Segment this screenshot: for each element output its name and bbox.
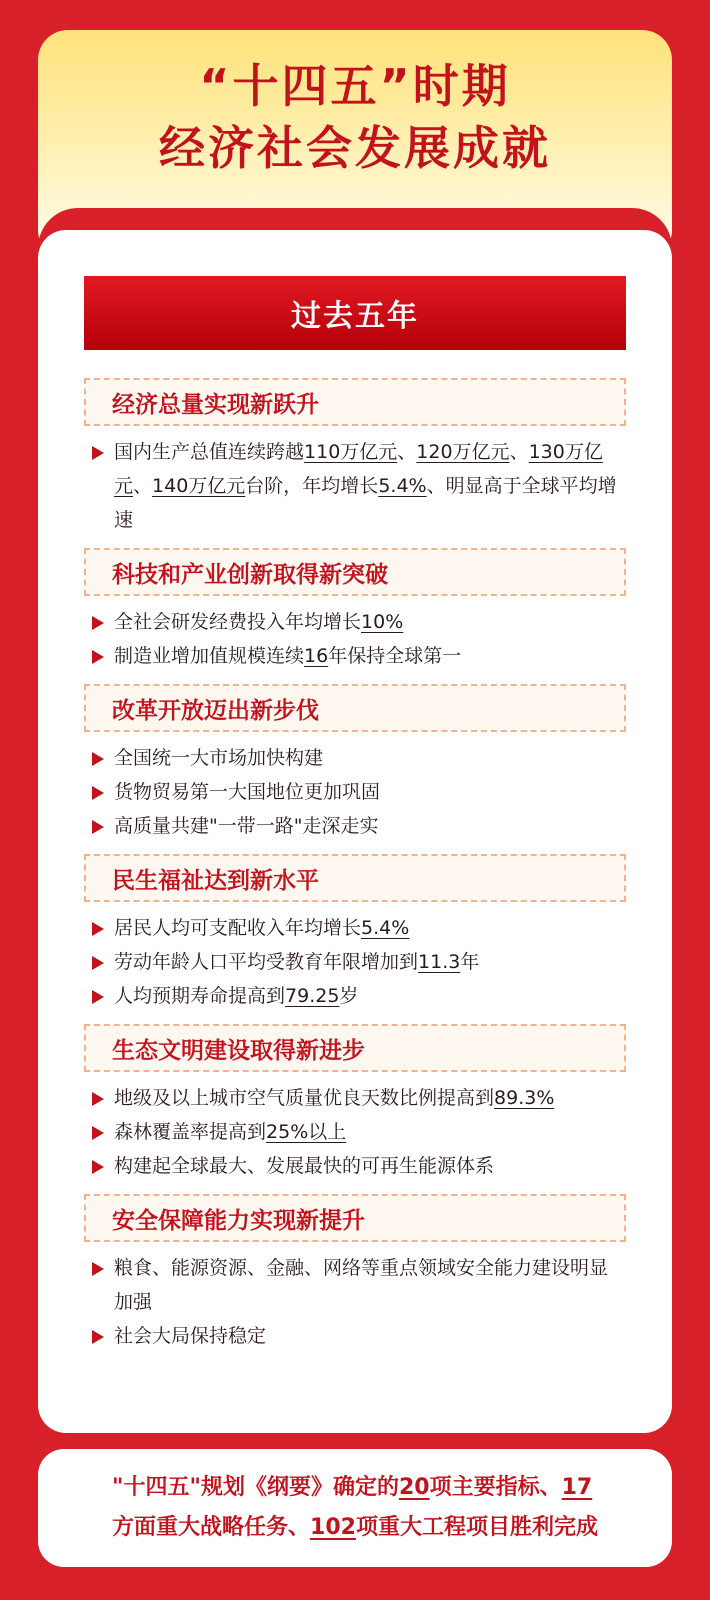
section-heading: 生态文明建设取得新进步 bbox=[84, 1024, 626, 1072]
text-run: 构建起全球最大、发展最快的可再生能源体系 bbox=[114, 1155, 495, 1177]
section-heading: 安全保障能力实现新提升 bbox=[84, 1194, 626, 1242]
text-run: 国内生产总值连续跨越 bbox=[114, 441, 305, 463]
page-title bbox=[38, 55, 672, 179]
bullet-item bbox=[84, 979, 626, 1013]
text-run: 货物贸易第一大国地位更加巩固 bbox=[114, 781, 381, 803]
highlight-figure: 11.3 bbox=[418, 951, 461, 973]
text-run: 、 bbox=[509, 441, 529, 463]
highlight-figure: 89.3% bbox=[494, 1087, 555, 1109]
bullet-item bbox=[84, 1115, 626, 1149]
highlight-figure: 20 bbox=[398, 1475, 430, 1500]
summary-line-1 bbox=[112, 1468, 598, 1508]
text-run: 台阶，年均增长 bbox=[245, 475, 379, 497]
achievement-section bbox=[84, 1024, 626, 1183]
summary-card bbox=[38, 1449, 672, 1567]
bullet-item bbox=[84, 945, 626, 979]
text-run: 岁 bbox=[339, 985, 359, 1007]
bullet-item bbox=[84, 809, 626, 843]
text-run: "十四五"规划《纲要》确定的 bbox=[112, 1475, 399, 1500]
bullet-item bbox=[84, 1251, 626, 1319]
highlight-figure: 102 bbox=[310, 1515, 356, 1540]
section-heading: 科技和产业创新取得新突破 bbox=[84, 548, 626, 596]
achievement-section bbox=[84, 854, 626, 1013]
highlight-figure: 25%以上 bbox=[266, 1121, 347, 1143]
bullet-item bbox=[84, 741, 626, 775]
bullet-item bbox=[84, 605, 626, 639]
text-run: 人均预期寿命提高到 bbox=[114, 985, 286, 1007]
bullet-item bbox=[84, 1319, 626, 1353]
achievement-section bbox=[84, 378, 626, 537]
bullet-item bbox=[84, 1081, 626, 1115]
text-run: 粮食、能源资源、金融、网络等重点领域安全能力建设明显加强 bbox=[114, 1257, 609, 1313]
bullet-item bbox=[84, 639, 626, 673]
text-run: 全社会研发经费投入年均增长 bbox=[114, 611, 362, 633]
highlight-figure: 17 bbox=[561, 1475, 593, 1500]
text-run: 居民人均可支配收入年均增长 bbox=[114, 917, 362, 939]
bullet-list bbox=[84, 426, 626, 537]
section-heading: 改革开放迈出新步伐 bbox=[84, 684, 626, 732]
text-run: 项主要指标、 bbox=[429, 1475, 562, 1500]
bullet-item bbox=[84, 435, 626, 537]
highlight-figure: 130万亿元 bbox=[114, 441, 603, 497]
highlight-figure: 5.4% bbox=[361, 917, 410, 939]
achievement-section bbox=[84, 684, 626, 843]
text-run: 劳动年龄人口平均受教育年限增加到 bbox=[114, 951, 419, 973]
text-run: 、 bbox=[133, 475, 153, 497]
text-run: 地级及以上城市空气质量优良天数比例提高到 bbox=[114, 1087, 495, 1109]
text-run: 项重大工程项目胜利完成 bbox=[355, 1515, 598, 1540]
section-heading: 民生福祉达到新水平 bbox=[84, 854, 626, 902]
highlight-figure: 120万亿元 bbox=[416, 441, 510, 463]
text-run: 制造业增加值规模连续 bbox=[114, 645, 305, 667]
section-heading: 经济总量实现新跃升 bbox=[84, 378, 626, 426]
title-line-1: “十四五”时期 bbox=[199, 59, 511, 113]
bullet-list bbox=[84, 732, 626, 843]
bullet-list bbox=[84, 1072, 626, 1183]
bullet-list bbox=[84, 902, 626, 1013]
text-run: 全国统一大市场加快构建 bbox=[114, 747, 324, 769]
achievement-section bbox=[84, 1194, 626, 1353]
text-run: 年保持全球第一 bbox=[328, 645, 462, 667]
text-run: 森林覆盖率提高到 bbox=[114, 1121, 267, 1143]
highlight-figure: 16 bbox=[304, 645, 329, 667]
summary-line-2 bbox=[112, 1508, 598, 1548]
text-run: 年 bbox=[460, 951, 480, 973]
text-run: 方面重大战略任务、 bbox=[112, 1515, 311, 1540]
bullet-item bbox=[84, 911, 626, 945]
highlight-figure: 10% bbox=[361, 611, 404, 633]
text-run: 高质量共建"一带一路"走深走实 bbox=[114, 815, 379, 837]
achievement-sections bbox=[84, 378, 626, 1364]
highlight-figure: 140万亿元 bbox=[152, 475, 246, 497]
highlight-figure: 5.4% bbox=[378, 475, 427, 497]
text-run: 社会大局保持稳定 bbox=[114, 1325, 267, 1347]
bullet-list bbox=[84, 596, 626, 673]
bullet-list bbox=[84, 1242, 626, 1353]
bullet-item bbox=[84, 775, 626, 809]
summary-text bbox=[112, 1468, 598, 1548]
highlight-figure: 110万亿元 bbox=[304, 441, 398, 463]
section-banner: 过去五年 bbox=[84, 276, 626, 350]
bullet-item bbox=[84, 1149, 626, 1183]
text-run: 、 bbox=[397, 441, 417, 463]
highlight-figure: 79.25 bbox=[285, 985, 340, 1007]
achievement-section bbox=[84, 548, 626, 673]
text-run: 、明显高于全球平均增速 bbox=[114, 475, 617, 531]
title-line-2: 经济社会发展成就 bbox=[159, 121, 551, 175]
